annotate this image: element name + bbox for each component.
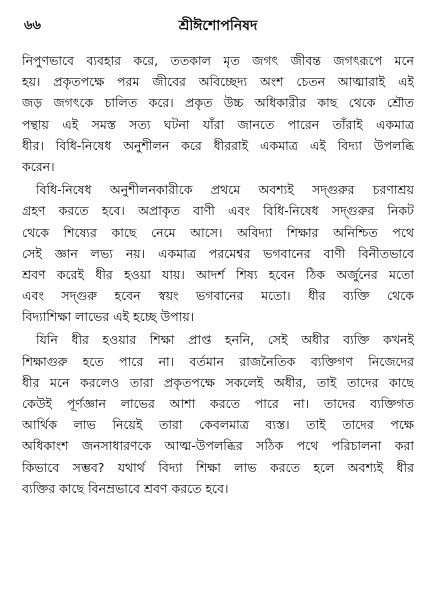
- book-page: [22, 0, 414, 589]
- page-number: ৬৬: [24, 18, 41, 33]
- text-line: হয়। প্রকৃতপক্ষে পরম জীবের অবিচ্ছেদ্য অংশ চেতন আত্মারাই এই: [22, 74, 414, 90]
- text-line: ধীর। বিধি-নিষেধ অনুশীলন করে ধীররাই একমাত্র এই বিদ্যা উপলব্ধি: [22, 137, 414, 153]
- text-line: করেন।: [22, 158, 55, 174]
- text-line: শ্রবণ করেই ধীর হওয়া যায়। আদর্শ শিষ্য হবেন ঠিক অর্জুনের মতো: [22, 266, 414, 282]
- text-line: বিদ্যাশিক্ষা লাভের এই হচ্ছে উপায়।: [22, 309, 195, 325]
- text-line: জড় জগৎকে চালিত করে। প্রকৃত উচ্চ অধিকারীর কাছ থেকে শ্রৌত: [22, 95, 414, 111]
- text-line: নিপুণভাবে ব্যবহার করে, ততকাল মৃত জগৎ জীবন্ত জগৎরূপে মনে: [22, 53, 414, 68]
- paragraph-1: [22, 50, 414, 177]
- body-text: [22, 50, 414, 501]
- running-title: শ্রীঈশোপনিষদ: [178, 18, 258, 34]
- text-line: পন্থায় এই সমস্ত সত্য ঘটনা যাঁরা জানতে পারেন তাঁরাই একমাত্র: [22, 116, 414, 132]
- text-line: ধীর মনে করলেও তারা প্রকৃতপক্ষে সকলেই অধীর, তাই তাদের কাছে: [22, 374, 414, 390]
- text-line: বিধি-নিষেধ অনুশীলনকারীকে প্রথমে অবশ্যই সদ্গুরুর চরণাশ্রয়: [36, 182, 414, 198]
- paragraph-3: [22, 329, 414, 499]
- text-line: শিক্ষাগুরু হতে পারে না। বর্তমান রাজনৈতিক ব্যক্তিগণ নিজেদের: [22, 353, 414, 369]
- text-line: কেউই পূর্ণজ্ঞান লাভের আশা করতে পারে না। তাদের ব্যক্তিগত: [22, 396, 414, 411]
- text-line: সেই জ্ঞান লভ্য নয়। একমাত্র পরমেশ্বর ভগবানের বাণী বিনীতভাবে: [22, 245, 414, 261]
- text-line: থেকে শিষ্যের কাছে নেমে আসে। অবিদ্যা শিক্ষার অনিশ্চিত পথে: [22, 224, 414, 240]
- text-line: অধিকাংশ জনসাধারণকে আত্ম-উপলব্ধির সঠিক পথে পরিচালনা করা: [22, 438, 414, 454]
- text-line: আর্থিক লাভ নিয়েই তারা কেবলমাত্র ব্যস্ত। তাই তাদের পক্ষে: [22, 417, 414, 433]
- text-line: গ্রহণ করতে হবে। অপ্রাকৃত বাণী এবং বিধি-নিষেধ সদ্গুরুর নিকট: [22, 203, 414, 219]
- text-line: ব্যক্তির কাছে বিনম্রভাবে শ্রবণ করতে হবে।: [22, 480, 229, 496]
- text-line: এবং সদ্গুরু হবেন স্বয়ং ভগবানের মতো। ধীর ব্যক্তি থেকে: [22, 288, 414, 304]
- paragraph-2: [22, 179, 414, 327]
- text-line: কিভাবে সম্ভব? যথার্থ বিদ্যা শিক্ষা লাভ করতে হলে অবশ্যই ধীর: [22, 459, 414, 475]
- text-line: যিনি ধীর হওয়ার শিক্ষা প্রাপ্ত হননি, সেই অধীর ব্যক্তি কখনই: [36, 332, 414, 348]
- page-header: [22, 14, 414, 38]
